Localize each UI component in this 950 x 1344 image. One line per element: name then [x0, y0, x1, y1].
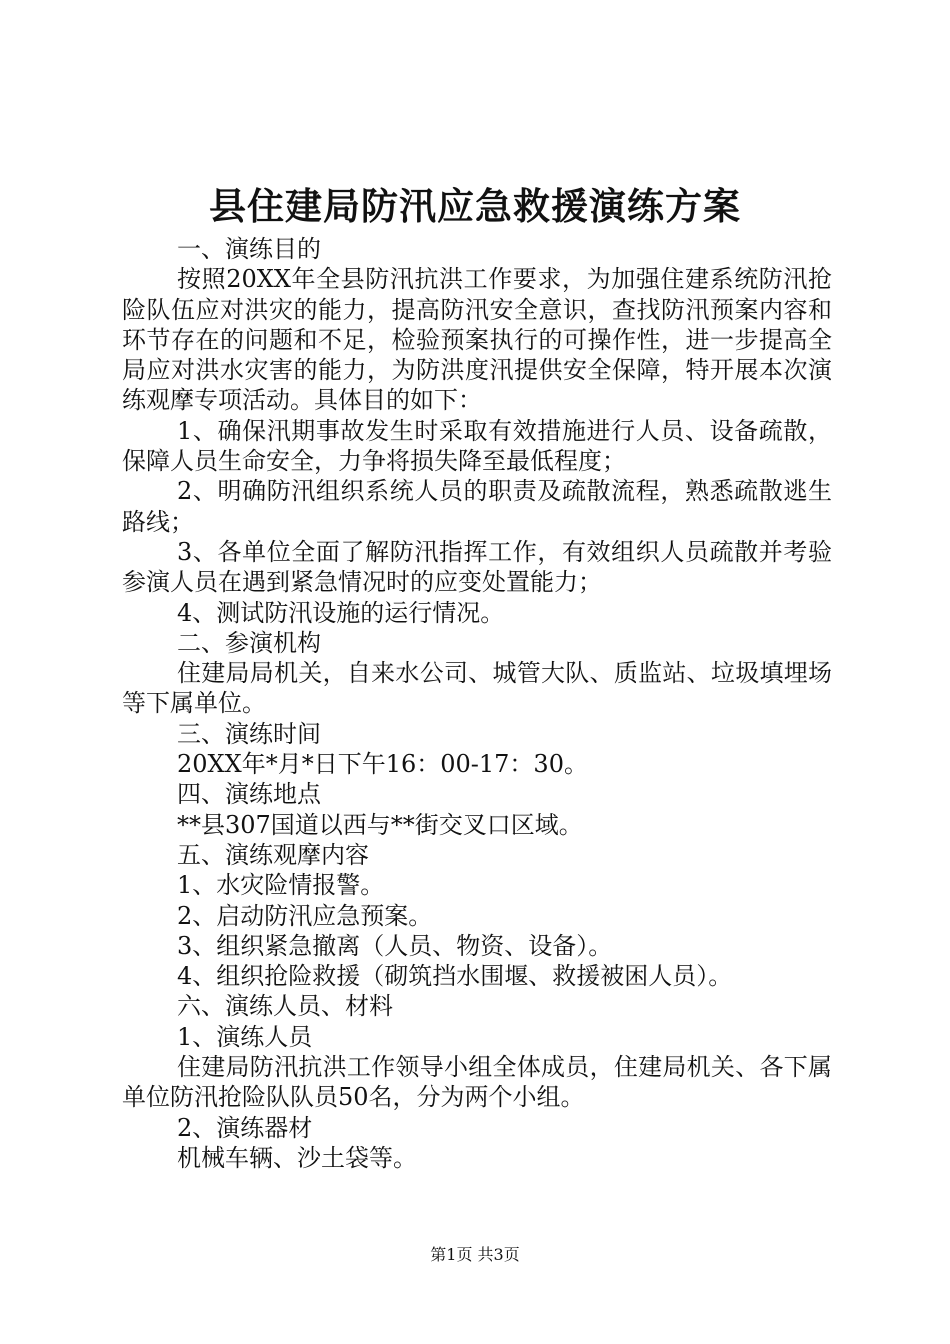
list-item-content-2: 2、启动防汛应急预案。	[177, 901, 433, 930]
document-body	[122, 234, 832, 1173]
list-item-content-3: 3、组织紧急撤离（人员、物资、设备）。	[177, 931, 613, 960]
section-heading-participants: 二、参演机构	[177, 628, 321, 657]
paragraph-participants: 住建局局机关，自来水公司、城管大队、质监站、垃圾填埋场等下属单位。	[122, 659, 832, 718]
list-item-purpose-2: 2、明确防汛组织系统人员的职责及疏散流程，熟悉疏散逃生路线；	[122, 477, 832, 536]
section-heading-content: 五、演练观摩内容	[177, 840, 369, 869]
list-item-content-4: 4、组织抢险救援（砌筑挡水围堰、救援被困人员）。	[177, 962, 733, 991]
list-item-purpose-4: 4、测试防汛设施的运行情况。	[177, 598, 505, 627]
paragraph-location: **县307国道以西与**街交叉口区域。	[177, 810, 583, 839]
list-item-purpose-1: 1、确保汛期事故发生时采取有效措施进行人员、设备疏散，保障人员生命安全，力争将损失降至最低程度；	[122, 416, 832, 476]
subheading-equipment: 2、演练器材	[177, 1113, 313, 1142]
paragraph-equipment: 机械车辆、沙土袋等。	[177, 1143, 417, 1172]
list-item-purpose-3: 3、各单位全面了解防汛指挥工作，有效组织人员疏散并考验参演人员在遇到紧急情况时的应变处置能力；	[122, 537, 832, 597]
list-item-content-1: 1、水灾险情报警。	[177, 871, 385, 900]
paragraph-purpose-intro: 按照20XX年全县防汛抗洪工作要求，为加强住建系统防汛抢险队伍应对洪灾的能力，提高防汛安全意识，查找防汛预案内容和环节存在的问题和不足，检验预案执行的可操作性，进一步提高全局应对洪水灾害的能力，为防洪度汛提供安全保障，特开展本次演练观摩专项活动。具体目的如下：	[122, 265, 832, 415]
section-heading-personnel: 六、演练人员、材料	[177, 992, 393, 1021]
section-heading-purpose: 一、演练目的	[177, 235, 321, 263]
page-number-footer: 第1页 共3页	[430, 1245, 520, 1264]
section-heading-location: 四、演练地点	[177, 780, 321, 809]
document-title: 县住建局防汛应急救援演练方案	[209, 184, 741, 228]
section-heading-time: 三、演练时间	[177, 719, 321, 748]
paragraph-time: 20XX年*月*日下午16：00-17：30。	[177, 750, 588, 779]
subheading-personnel: 1、演练人员	[177, 1022, 313, 1051]
paragraph-personnel: 住建局防汛抗洪工作领导小组全体成员，住建局机关、各下属单位防汛抢险队队员50名，分为两个小组。	[122, 1053, 832, 1112]
